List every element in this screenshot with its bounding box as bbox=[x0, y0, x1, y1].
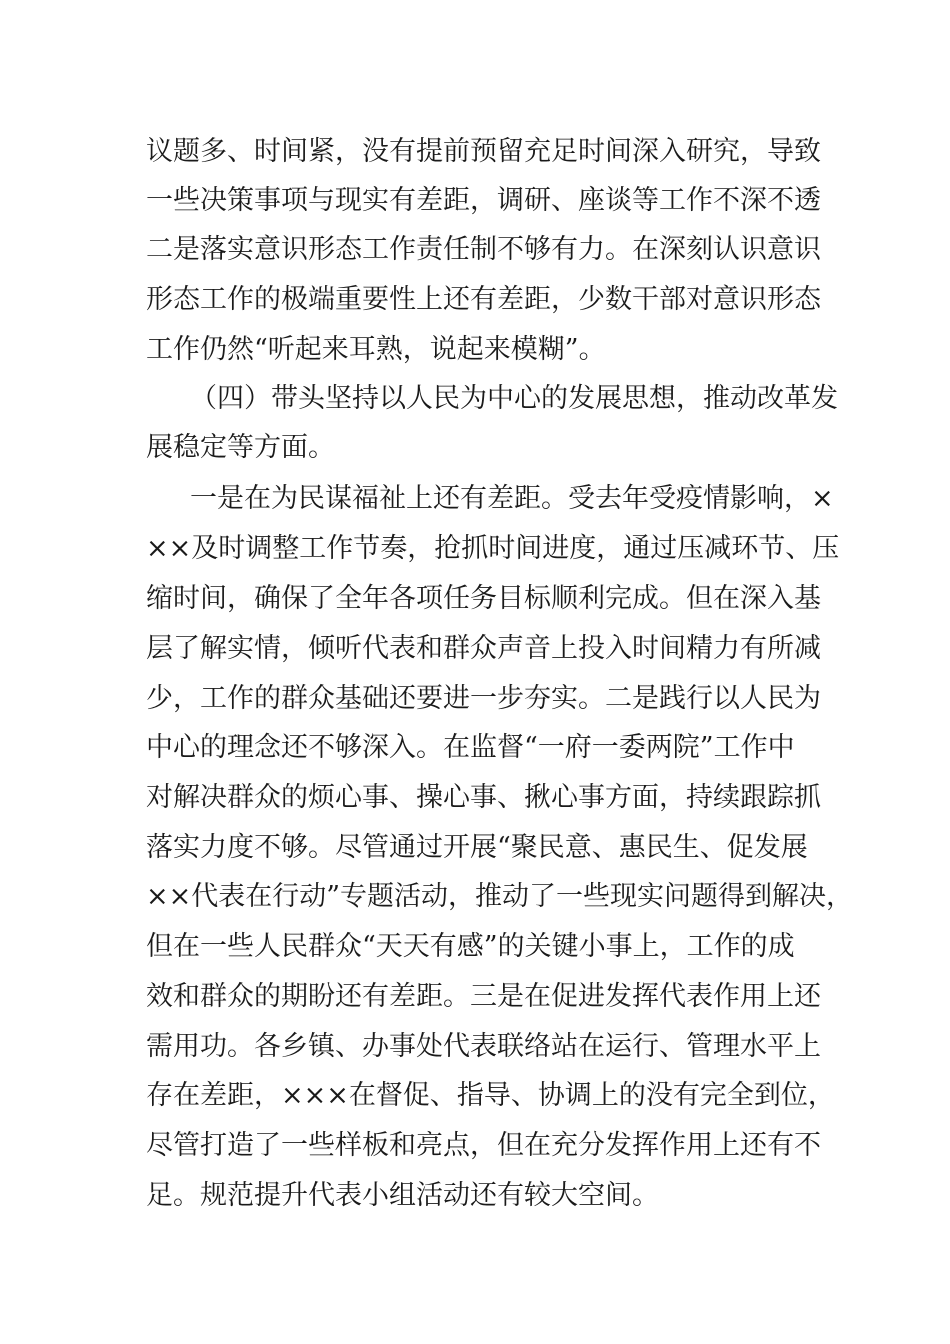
text-line: 工作仍然“听起来耳熟，说起来模糊”。 bbox=[146, 334, 606, 365]
text-line: 对解决群众的烦心事、操心事、揪心事方面，持续跟踪抓 bbox=[146, 782, 821, 813]
text-line: 尽管打造了一些样板和亮点，但在充分发挥作用上还有不 bbox=[146, 1130, 821, 1161]
text-line: 一些决策事项与现实有差距，调研、座谈等工作不深不透 bbox=[146, 185, 821, 216]
paragraph-start: 一是在为民谋福祉上还有差距。受去年受疫情影响，× bbox=[190, 483, 834, 514]
text-line: 效和群众的期盼还有差距。三是在促进发挥代表作用上还 bbox=[146, 981, 821, 1012]
text-line: 二是落实意识形态工作责任制不够有力。在深刻认识意识 bbox=[146, 234, 821, 265]
text-line: 层了解实情，倾听代表和群众声音上投入时间精力有所减 bbox=[146, 633, 821, 664]
text-line: 形态工作的极端重要性上还有差距，少数干部对意识形态 bbox=[146, 284, 821, 315]
section-heading: （四）带头坚持以人民为中心的发展思想，推动改革发 bbox=[190, 383, 838, 414]
text-line: 需用功。各乡镇、办事处代表联络站在运行、管理水平上 bbox=[146, 1031, 821, 1062]
text-line: 中心的理念还不够深入。在监督“一府一委两院”工作中 bbox=[146, 732, 795, 763]
text-line: ××代表在行动”专题活动，推动了一些现实问题得到解决， bbox=[146, 881, 854, 912]
text-line: 缩时间，确保了全年各项任务目标顺利完成。但在深入基 bbox=[146, 583, 821, 614]
text-line: 存在差距，×××在督促、指导、协调上的没有完全到位， bbox=[146, 1080, 835, 1111]
text-line: 但在一些人民群众“天天有感”的关键小事上，工作的成 bbox=[146, 931, 795, 962]
text-line: ××及时调整工作节奏，抢抓时间进度，通过压减环节、压 bbox=[146, 533, 840, 564]
text-line: 少，工作的群众基础还要进一步夯实。二是践行以人民为 bbox=[146, 683, 821, 714]
text-line: 展稳定等方面。 bbox=[146, 432, 335, 463]
text-line: 落实力度不够。尽管通过开展“聚民意、惠民生、促发展 bbox=[146, 832, 808, 863]
text-line: 议题多、时间紧，没有提前预留充足时间深入研究，导致 bbox=[146, 136, 821, 167]
text-line: 足。规范提升代表小组活动还有较大空间。 bbox=[146, 1180, 659, 1211]
